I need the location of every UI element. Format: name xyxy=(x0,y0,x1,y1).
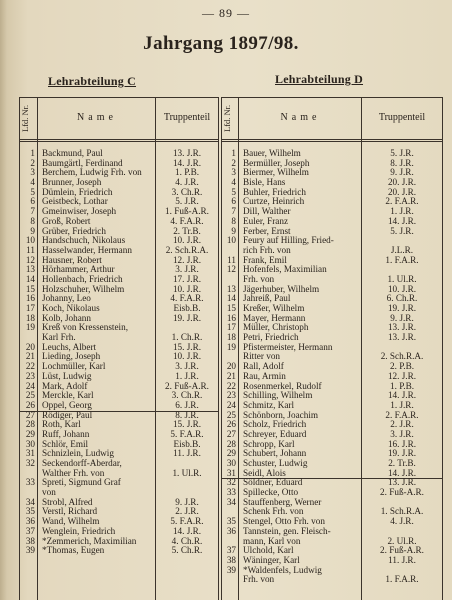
row-number: 14 xyxy=(226,293,236,304)
row-number: 4 xyxy=(30,177,35,188)
unit-designation: 10. J.R. xyxy=(172,351,202,362)
table-row xyxy=(20,459,218,478)
person-name: *Zemmerich, Maximilian xyxy=(42,536,137,546)
person-name: Schmitz, Karl xyxy=(243,400,295,410)
person-name: Johanny, Leo xyxy=(42,294,91,304)
person-name: Söldner, Eduard xyxy=(243,478,303,488)
row-number: 3 xyxy=(231,167,236,178)
table-row-line xyxy=(222,575,442,585)
unit-designation: 5. F.A.R. xyxy=(170,428,204,439)
row-number: 21 xyxy=(226,370,236,381)
column-header-number: Lfd. Nr. xyxy=(20,104,30,133)
person-name: Tannstein, gen. Fleisch- xyxy=(243,526,331,536)
person-name: Ferber, Ernst xyxy=(243,226,291,236)
column-header-unit: Truppenteil xyxy=(163,112,211,123)
unit-designation: 1. J.R. xyxy=(390,206,414,217)
table-row xyxy=(222,227,442,237)
person-name: Scholz, Friedrich xyxy=(243,420,307,430)
table-row xyxy=(222,488,442,498)
row-number: 30 xyxy=(226,458,236,468)
table-row xyxy=(222,517,442,527)
unit-designation: 9. J.R. xyxy=(175,496,199,507)
table-row-line xyxy=(222,556,442,566)
row-number: 32 xyxy=(25,458,35,468)
table-lehrabteilung-d xyxy=(221,97,443,600)
unit-designation: 14. J.R. xyxy=(387,467,417,478)
unit-designation: 14. J.R. xyxy=(387,215,417,226)
unit-designation: 4. J.R. xyxy=(390,516,414,527)
person-name: Biermer, Wilhelm xyxy=(243,168,309,178)
person-name-continued: Walther Frh. von xyxy=(42,468,105,478)
person-name: Spreti, Sigmund Graf xyxy=(42,478,121,488)
person-name: Handschuch, Nikolaus xyxy=(42,236,126,246)
person-name: Buhler, Friedrich xyxy=(243,187,306,197)
unit-designation: 2. Fuß-A.R. xyxy=(165,380,209,391)
row-number: 32 xyxy=(226,477,236,488)
unit-designation: 1. Ul.R. xyxy=(172,467,202,478)
person-name: Merckle, Karl xyxy=(42,391,94,401)
row-number: 2 xyxy=(231,157,236,168)
person-name: Wenglein, Friedrich xyxy=(42,526,116,536)
row-number: 1 xyxy=(231,148,236,158)
row-number: 12 xyxy=(226,264,236,275)
unit-designation: 1. P.B. xyxy=(390,380,414,391)
person-name: Schilling, Wilhelm xyxy=(243,391,313,401)
person-name: Rödiger, Paul xyxy=(42,410,93,420)
row-number: 20 xyxy=(25,341,35,352)
unit-designation: 1. F.A.R. xyxy=(385,254,419,265)
person-name: Koch, Nikolaus xyxy=(42,304,100,313)
person-name: Bisle, Hans xyxy=(243,178,286,188)
unit-designation: 10. J.R. xyxy=(172,235,202,246)
person-name: Ruff, Johann xyxy=(42,429,90,439)
person-name: Dill, Walther xyxy=(243,207,291,217)
unit-designation: 13. J.R. xyxy=(387,322,417,333)
table-row xyxy=(222,343,442,362)
table-lehrabteilung-c xyxy=(19,97,219,600)
row-number: 10 xyxy=(226,235,236,246)
row-number: 31 xyxy=(226,467,236,478)
person-name: Jahreiß, Paul xyxy=(243,294,291,304)
person-name: Mark, Adolf xyxy=(42,381,88,391)
unit-designation: 9. J.R. xyxy=(390,312,414,323)
person-name: Pfistermeister, Hermann xyxy=(243,342,333,352)
person-name: *Waldenfels, Ludwig xyxy=(243,565,322,575)
row-number: 39 xyxy=(226,564,236,575)
person-name: Hofenfels, Maximilian xyxy=(243,265,327,275)
row-number: 7 xyxy=(231,206,236,217)
table-row-line xyxy=(20,314,218,324)
row-number: 25 xyxy=(226,409,236,420)
row-number: 27 xyxy=(226,428,236,439)
unit-designation: 12. J.R. xyxy=(172,254,202,265)
unit-designation: 10. J.R. xyxy=(387,283,417,294)
section-heading-d: Lehrabteilung D xyxy=(275,72,364,86)
person-name: Rall, Adolf xyxy=(243,362,284,372)
row-number: 36 xyxy=(25,516,35,527)
person-name-continued: Schenk Frh. von xyxy=(243,507,304,517)
unit-designation: 5. J.R. xyxy=(175,196,199,207)
column-header-number: Lfd. Nr. xyxy=(222,104,232,133)
table-row-line xyxy=(222,488,442,498)
person-name: Bauer, Wilhelm xyxy=(243,149,301,158)
unit-designation: J.L.R. xyxy=(390,244,414,255)
person-name-continued: mann, Karl von xyxy=(243,536,301,546)
person-name: Lochmüller, Karl xyxy=(42,362,106,372)
table-row-line xyxy=(222,227,442,237)
unit-designation: 2. Sch.R.A. xyxy=(380,351,424,362)
unit-designation: 3. J.R. xyxy=(175,361,199,372)
person-name: Lüst, Ludwig xyxy=(42,371,92,381)
unit-designation: 3. Ch.R. xyxy=(171,390,203,401)
unit-designation: 2. Sch.R.A. xyxy=(165,244,209,255)
row-number: 17 xyxy=(25,303,35,313)
person-name: Berchem, Ludwig Frh. von xyxy=(42,168,142,178)
unit-designation: 11. J.R. xyxy=(173,448,201,459)
row-number: 6 xyxy=(30,196,35,207)
unit-designation: 1. P.B. xyxy=(175,167,199,178)
row-number: 23 xyxy=(226,390,236,401)
row-number: 9 xyxy=(30,225,35,236)
person-name: Hörhammer, Arthur xyxy=(42,265,115,275)
row-number: 5 xyxy=(231,186,236,197)
unit-designation: 3. J.R. xyxy=(175,264,199,275)
row-number: 31 xyxy=(25,448,35,459)
unit-designation: Eisb.B. xyxy=(173,438,201,449)
row-number: 8 xyxy=(231,215,236,226)
unit-designation: 1. Ch.R. xyxy=(171,332,203,343)
table-row xyxy=(222,527,442,546)
unit-designation: 2. Ul.R. xyxy=(387,535,417,546)
row-number: 38 xyxy=(25,535,35,546)
unit-designation: 5. J.R. xyxy=(390,148,414,158)
person-name: Hasselwander, Hermann xyxy=(42,245,132,255)
person-name: Dümlein, Friedrich xyxy=(42,187,113,197)
row-number: 25 xyxy=(25,390,35,401)
row-number: 11 xyxy=(227,254,236,265)
person-name: Stauffenberg, Werner xyxy=(243,497,322,507)
column-header-unit: Truppenteil xyxy=(378,112,426,123)
person-name: Brunner, Joseph xyxy=(42,178,102,188)
person-name-continued: Ritter von xyxy=(243,352,281,362)
person-name: Holzschuher, Wilhelm xyxy=(42,284,125,294)
unit-designation: 1. Ul.R. xyxy=(387,273,417,284)
person-name-continued: Frh. von xyxy=(243,274,275,284)
unit-designation: 14. J.R. xyxy=(172,525,202,536)
person-name: Jägerhuber, Wilhelm xyxy=(243,284,320,294)
person-name: Euler, Franz xyxy=(243,216,289,226)
person-name: Backmund, Paul xyxy=(42,149,103,158)
unit-designation: 20. J.R. xyxy=(387,186,417,197)
row-number: 3 xyxy=(30,167,35,178)
row-number: 38 xyxy=(226,554,236,565)
person-name: Hollenbach, Friedrich xyxy=(42,274,123,284)
table-row xyxy=(222,236,442,255)
person-name: Gmeinwiser, Joseph xyxy=(42,207,117,217)
unit-designation: 3. Ch.R. xyxy=(171,186,203,197)
row-number: 13 xyxy=(25,264,35,275)
unit-designation: 12. J.R. xyxy=(387,370,417,381)
row-number: 13 xyxy=(226,283,236,294)
person-name: Groß, Robert xyxy=(42,216,91,226)
person-name: Feury auf Hilling, Fried- xyxy=(243,236,334,246)
person-name: Leuchs, Albert xyxy=(42,342,97,352)
unit-designation: 10. J.R. xyxy=(172,283,202,294)
person-name: Geistbeck, Lothar xyxy=(42,197,108,207)
row-number: 26 xyxy=(25,399,35,410)
row-number: 33 xyxy=(226,487,236,498)
table-row xyxy=(20,546,218,556)
person-name: Rosenmerkel, Rudolf xyxy=(243,381,322,391)
person-name-continued: rich Frh. von xyxy=(243,245,291,255)
row-number: 9 xyxy=(231,225,236,236)
unit-designation: 2. Fuß-A.R. xyxy=(380,487,424,498)
row-number: 16 xyxy=(25,293,35,304)
person-name: Schubert, Johann xyxy=(243,449,307,459)
person-name: Roth, Karl xyxy=(42,420,81,430)
unit-designation: 3. J.R. xyxy=(390,428,414,439)
unit-designation: 2. P.B. xyxy=(390,361,414,372)
person-name: Kreß von Kressenstein, xyxy=(42,323,128,333)
unit-designation: 13. J.R. xyxy=(387,332,417,343)
table-row xyxy=(222,265,442,284)
row-number: 6 xyxy=(231,196,236,207)
person-name: Seckendorff-Aberdar, xyxy=(42,459,122,468)
unit-designation: 15. J.R. xyxy=(172,419,202,430)
row-number: 18 xyxy=(226,332,236,343)
person-name: Hausner, Robert xyxy=(42,255,102,265)
row-number: 29 xyxy=(25,428,35,439)
person-name: Schnizlein, Ludwig xyxy=(42,449,114,459)
unit-designation: 1. Fuß-A.R. xyxy=(165,206,209,217)
unit-designation: 1. Sch.R.A. xyxy=(380,506,424,517)
row-number: 5 xyxy=(30,186,35,197)
unit-designation: 4. F.A.R. xyxy=(170,293,204,304)
person-name: Frank, Emil xyxy=(243,255,287,265)
column-header-name: Name xyxy=(77,112,117,123)
unit-designation: 8. J.R. xyxy=(175,409,199,420)
table-row xyxy=(222,256,442,266)
row-number: 35 xyxy=(25,506,35,517)
person-name: Kolb, Johann xyxy=(42,313,91,323)
unit-designation: 20. J.R. xyxy=(387,177,417,188)
table-row xyxy=(20,314,218,324)
row-number: 4 xyxy=(231,177,236,188)
person-name: Baumgärtl, Ferdinand xyxy=(42,158,123,168)
table-row-line xyxy=(222,333,442,343)
row-number: 28 xyxy=(226,438,236,449)
unit-designation: 2. Fuß-A.R. xyxy=(380,545,424,556)
row-number: 19 xyxy=(25,322,35,333)
page-title: Jahrgang 1897/98. xyxy=(143,33,299,54)
row-number: 20 xyxy=(226,361,236,372)
person-name: Schuster, Ludwig xyxy=(243,459,308,468)
row-number: 2 xyxy=(30,157,35,168)
unit-designation: 6. Ch.R. xyxy=(386,293,418,304)
row-number: 26 xyxy=(226,419,236,430)
person-name: Wäninger, Karl xyxy=(243,555,300,565)
unit-designation: 1. J.R. xyxy=(175,370,199,381)
person-name: Schlör, Emil xyxy=(42,439,89,449)
unit-designation: 9. J.R. xyxy=(390,167,414,178)
person-name: Wand, Wilhelm xyxy=(42,517,100,527)
table-row xyxy=(222,566,442,585)
unit-designation: 5. Ch.R. xyxy=(171,545,203,556)
row-number: 21 xyxy=(25,351,35,362)
unit-designation: 16. J.R. xyxy=(387,438,417,449)
table-row xyxy=(222,498,442,517)
row-number: 39 xyxy=(25,545,35,556)
unit-designation xyxy=(156,478,218,488)
row-number: 29 xyxy=(226,448,236,459)
row-number: 24 xyxy=(25,380,35,391)
row-number xyxy=(222,575,239,585)
table-row xyxy=(222,556,442,566)
person-name: Schropp, Karl xyxy=(243,439,295,449)
row-number: 34 xyxy=(226,496,236,507)
table-header xyxy=(222,98,442,142)
unit-designation: 6. J.R. xyxy=(175,399,199,410)
person-name-continued: von xyxy=(42,488,56,498)
row-number: 15 xyxy=(226,303,236,313)
unit-designation: 2. J.R. xyxy=(175,506,199,517)
table-body xyxy=(20,149,218,556)
row-number: 35 xyxy=(226,516,236,527)
row-number: 36 xyxy=(226,525,236,536)
table-body xyxy=(222,149,442,585)
unit-designation: 13. J.R. xyxy=(387,477,417,488)
person-name: Kreßer, Wilhelm xyxy=(243,304,305,313)
person-name: Schreyer, Eduard xyxy=(243,429,307,439)
person-name: Petri, Friedrich xyxy=(243,333,299,343)
unit-designation: 2. F.A.R. xyxy=(385,409,419,420)
unit-designation: 5. F.A.R. xyxy=(170,516,204,527)
person-name: Curtze, Heinrich xyxy=(243,197,305,207)
row-number: 7 xyxy=(30,206,35,217)
row-number: 33 xyxy=(25,477,35,488)
unit-designation: 14. J.R. xyxy=(172,157,202,168)
person-name: Bermüller, Joseph xyxy=(243,158,310,168)
row-number: 12 xyxy=(25,254,35,265)
row-number: 30 xyxy=(25,438,35,449)
unit-designation: 17. J.R. xyxy=(172,273,202,284)
row-number: 22 xyxy=(226,380,236,391)
row-number: 19 xyxy=(226,341,236,352)
table-header xyxy=(20,98,218,142)
person-name: Seidl, Alois xyxy=(243,468,286,478)
table-row-line xyxy=(222,517,442,527)
unit-designation: 15. J.R. xyxy=(172,341,202,352)
row-number: 28 xyxy=(25,419,35,430)
person-name: Mayer, Hermann xyxy=(243,313,306,323)
person-name: Strobl, Alfred xyxy=(42,497,93,507)
table-row-line xyxy=(20,449,218,459)
person-name: Müller, Christoph xyxy=(243,323,309,333)
unit-designation: 4. Ch.R. xyxy=(171,535,203,546)
table-row-line xyxy=(222,256,442,266)
unit-designation: 1. F.A.R. xyxy=(385,574,419,585)
row-number: 23 xyxy=(25,370,35,381)
section-heading-c: Lehrabteilung C xyxy=(48,74,137,88)
row-number: 1 xyxy=(30,148,35,158)
person-name: Oppel, Georg xyxy=(42,400,92,410)
row-number: 27 xyxy=(25,409,35,420)
unit-designation: 2. Tr.B. xyxy=(173,225,201,236)
table-row-line xyxy=(20,478,218,488)
row-number: 17 xyxy=(226,322,236,333)
unit-designation: 2. J.R. xyxy=(390,419,414,430)
table-row-line xyxy=(20,469,218,479)
person-name: Verstl, Richard xyxy=(42,507,98,517)
row-number: 34 xyxy=(25,496,35,507)
table-row xyxy=(20,323,218,342)
table-row xyxy=(20,449,218,459)
row-number: 15 xyxy=(25,283,35,294)
unit-designation: 2. F.A.R. xyxy=(385,196,419,207)
table-row xyxy=(222,333,442,343)
row-number: 8 xyxy=(30,215,35,226)
person-name: Stengel, Otto Frh. von xyxy=(243,517,325,527)
row-number: 10 xyxy=(25,235,35,246)
unit-designation: 8. J.R. xyxy=(390,157,414,168)
page-number: — 89 — xyxy=(202,6,250,20)
person-name: Lieding, Joseph xyxy=(42,352,101,362)
unit-designation: 13. J.R. xyxy=(172,148,202,158)
person-name: Schönborn, Joachim xyxy=(243,410,319,420)
unit-designation: 14. J.R. xyxy=(387,390,417,401)
row-number: 16 xyxy=(226,312,236,323)
unit-designation: 4. J.R. xyxy=(175,177,199,188)
unit-designation: 5. J.R. xyxy=(390,225,414,236)
unit-designation: 1. J.R. xyxy=(390,399,414,410)
row-number: 22 xyxy=(25,361,35,372)
unit-designation: 19. J.R. xyxy=(387,448,417,459)
unit-designation: 19. J.R. xyxy=(172,312,202,323)
person-name: Rau, Armin xyxy=(243,371,286,381)
person-name-continued: Karl Frh. xyxy=(42,333,76,343)
row-number: 24 xyxy=(226,399,236,410)
unit-designation: 11. J.R. xyxy=(388,554,416,565)
unit-designation: 4. F.A.R. xyxy=(170,215,204,226)
person-name: Spillecke, Otto xyxy=(243,488,299,498)
person-name-continued: Frh. von xyxy=(243,575,275,585)
unit-designation: 2. Tr.B. xyxy=(388,458,416,468)
unit-designation: Eisb.B. xyxy=(173,303,201,313)
unit-designation: 19. J.R. xyxy=(387,303,417,313)
table-row-line xyxy=(20,546,218,556)
row-number: 14 xyxy=(25,273,35,284)
column-header-name: Name xyxy=(280,112,321,123)
row-number: 37 xyxy=(25,525,35,536)
row-number: 11 xyxy=(26,244,35,255)
row-number: 18 xyxy=(25,312,35,323)
table-row xyxy=(20,478,218,497)
row-number: 37 xyxy=(226,545,236,556)
person-name: *Thomas, Eugen xyxy=(42,546,105,556)
person-name: Ulchold, Karl xyxy=(243,546,294,556)
person-name: Grüber, Friedrich xyxy=(42,226,106,236)
